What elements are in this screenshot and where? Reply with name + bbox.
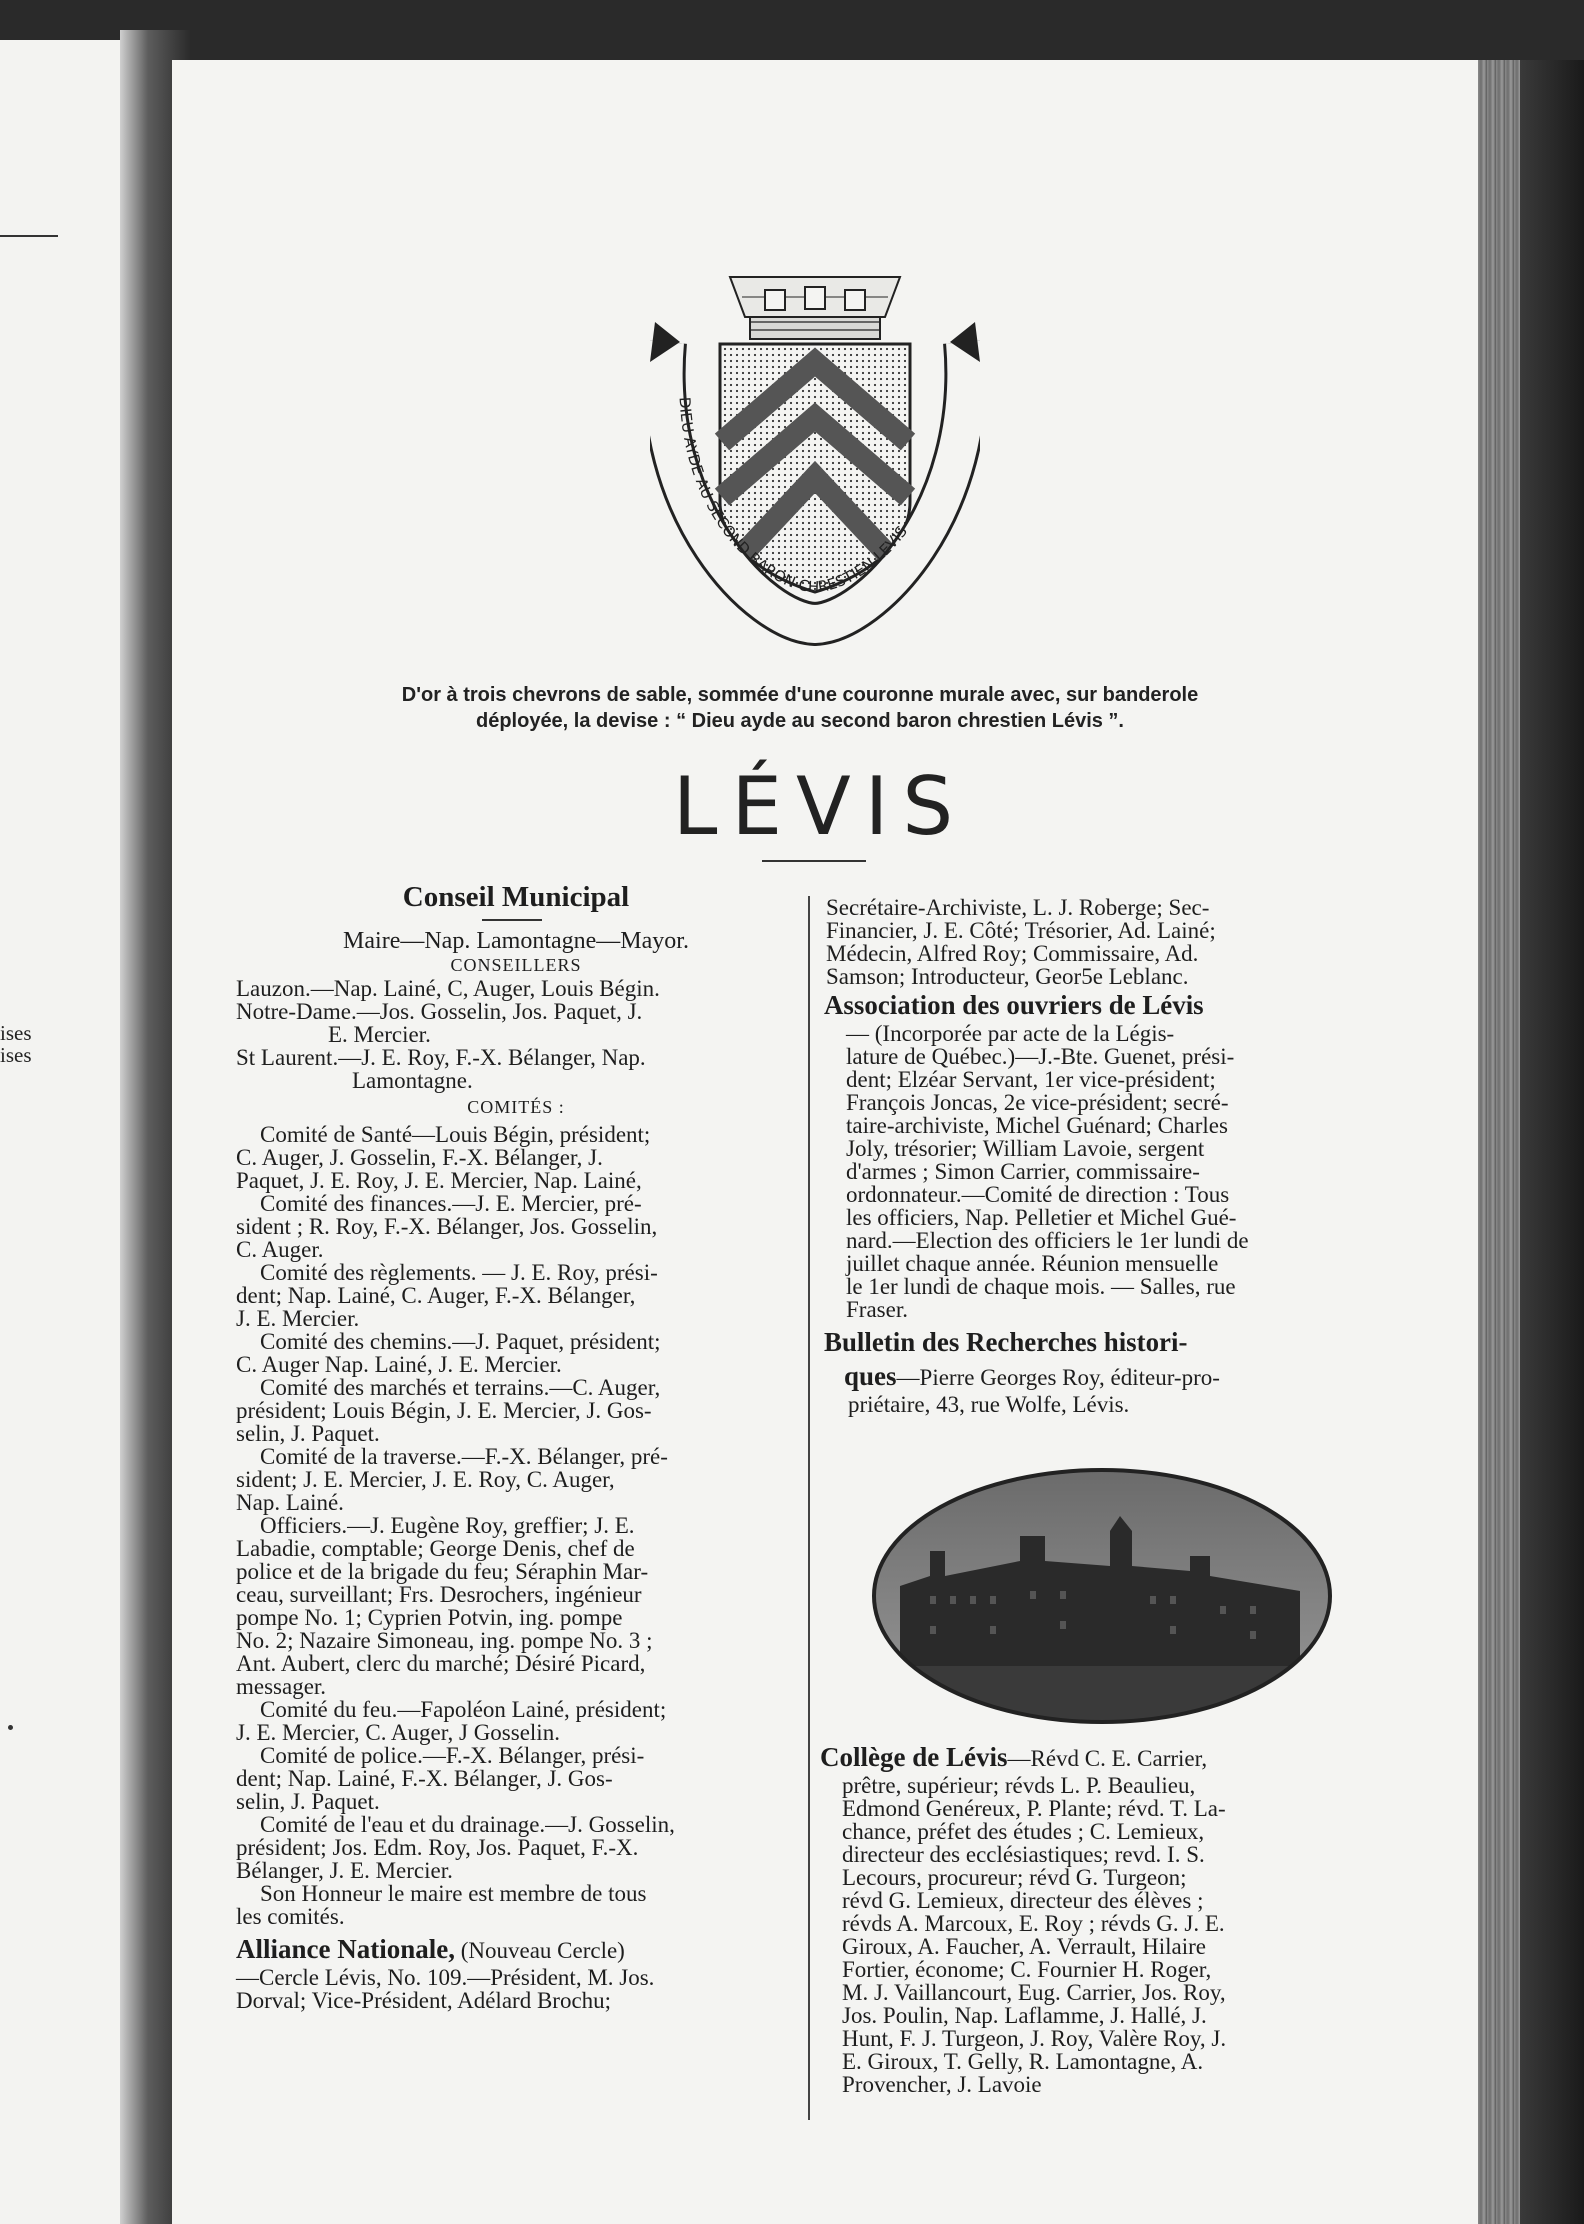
section-heading: Bulletin des Recherches histori- (824, 1327, 1188, 1357)
text-line: chance, préfet des études ; C. Lemieux, (842, 1819, 1205, 1844)
text-line: Comité des finances.—J. E. Mercier, pré- (260, 1191, 642, 1216)
text-line: Joly, trésorier; William Lavoie, sergent (846, 1136, 1205, 1161)
text-line: nard.—Election des officiers le 1er lundi de (846, 1228, 1249, 1253)
section-heading: Association des ouvriers de Lévis (824, 990, 1204, 1020)
text-line: Lauzon.—Nap. Lainé, C, Auger, Louis Bégin. (236, 976, 660, 1001)
college-photograph (870, 1466, 1334, 1726)
text-line: Son Honneur le maire est membre de tous (260, 1881, 647, 1906)
text-line: J. E. Mercier, C. Auger, J Gosselin. (236, 1720, 560, 1745)
text-line: selin, J. Paquet. (236, 1789, 380, 1814)
text-line: Fraser. (846, 1297, 908, 1322)
text-line: St Laurent.—J. E. Roy, F.-X. Bélanger, Nap. (236, 1045, 646, 1070)
subheading: CONSEILLERS (450, 955, 582, 975)
text-line: Comité de police.—F.-X. Bélanger, prési- (260, 1743, 645, 1768)
text-line: dent; Elzéar Servant, 1er vice-président; (846, 1067, 1216, 1092)
text-line: Médecin, Alfred Roy; Commissaire, Ad. (826, 941, 1199, 966)
text-line: ordonnateur.—Comité de direction : Tous (846, 1182, 1230, 1207)
text-line: Paquet, J. E. Roy, J. E. Mercier, Nap. Lainé, (236, 1168, 642, 1193)
text-line: Giroux, A. Faucher, A. Verrault, Hilaire (842, 1934, 1207, 1959)
text-line: lature de Québec.)—J.-Bte. Guenet, prési- (846, 1044, 1235, 1069)
subheading: COMITÉS : (467, 1097, 565, 1117)
text-line: —Cercle Lévis, No. 109.—Président, M. Jos. (236, 1965, 655, 1990)
text-line: taire-archiviste, Michel Guénard; Charles (846, 1113, 1228, 1138)
text-line: Nap. Lainé. (236, 1490, 344, 1515)
text-line: révd G. Lemieux, directeur des élèves ; (842, 1888, 1204, 1913)
page-title: LÉVIS (672, 760, 968, 853)
book-cover-edge (1520, 60, 1584, 2224)
text-line: sident ; R. Roy, F.-X. Bélanger, Jos. Gosselin, (236, 1214, 658, 1239)
text-line: E. Giroux, T. Gelly, R. Lamontagne, A. (842, 2049, 1204, 2074)
text-line: Comité des règlements. — J. E. Roy, prési- (260, 1260, 658, 1285)
alliance-entry (236, 1932, 796, 2012)
text-line: Ant. Aubert, clerc du marché; Désiré Picard, (236, 1651, 646, 1676)
crest-motto: DIEU AYDE AU SECOND BARON CHRESTIEN LEVIS (675, 396, 911, 597)
conseillers-list (236, 977, 796, 1092)
text-line: E. Mercier. (328, 1022, 431, 1047)
text-line: police et de la brigade du feu; Séraphin Mar- (236, 1559, 649, 1584)
text-line: Lecours, procureur; révd G. Turgeon; (842, 1865, 1187, 1890)
column-divider (808, 896, 810, 2120)
section-heading: Collège de Lévis (820, 1742, 1008, 1772)
arms-description: déployée, la devise : “ Dieu ayde au second baron chrestien Lévis ”. (475, 710, 1124, 732)
text-line: Secrétaire-Archiviste, L. J. Roberge; Sec- (826, 895, 1210, 920)
text-line: directeur des ecclésiastiques; revd. I. S. (842, 1842, 1205, 1867)
text-line: C. Auger. (236, 1237, 324, 1262)
text-line: dent; Nap. Lainé, C. Auger, F.-X. Bélanger, (236, 1283, 636, 1308)
text-line: C. Auger, J. Gosselin, F.-X. Bélanger, J. (236, 1145, 603, 1170)
text-line: pompe No. 1; Cyprien Potvin, ing. pompe (236, 1605, 623, 1630)
coat-of-arms-image (650, 262, 980, 662)
text-line: ceau, surveillant; Frs. Desrochers, ingénieur (236, 1582, 642, 1607)
text-line: Lamontagne. (352, 1068, 473, 1093)
college-list (820, 1774, 1390, 2096)
text-line: Comité des marchés et terrains.—C. Auger, (260, 1375, 661, 1400)
text-line: (Nouveau Cercle) (454, 1938, 625, 1963)
text-line: Samson; Introducteur, Geor5e Leblanc. (826, 964, 1189, 989)
text-line: président; Jos. Edm. Roy, Jos. Paquet, F.-X. (236, 1835, 639, 1860)
section-heading: Conseil Municipal (402, 881, 630, 913)
heading-rule (482, 919, 542, 921)
text-line: J. E. Mercier. (236, 1306, 360, 1331)
text-line: Provencher, J. Lavoie (842, 2072, 1042, 2097)
left-page-mark (8, 1725, 13, 1730)
text-line: M. J. Vaillancourt, Eug. Carrier, Jos. Roy, (842, 1980, 1226, 2005)
section-heading: Alliance Nationale, (236, 1934, 455, 1964)
text-line: Comité de la traverse.—F.-X. Bélanger, pré- (260, 1444, 668, 1469)
text-line: révds A. Marcoux, E. Roy ; révds G. J. E. (842, 1911, 1225, 1936)
text-line: les comités. (236, 1904, 345, 1929)
right-column (826, 896, 1386, 1416)
text-line: Fortier, économe; C. Fournier H. Roger, (842, 1957, 1212, 1982)
text-line: juillet chaque année. Réunion mensuelle (846, 1251, 1219, 1276)
text-line: Hunt, F. J. Turgeon, J. Roy, Valère Roy, J. (842, 2026, 1227, 2051)
left-page-text: ises (0, 1021, 32, 1045)
text-line: le 1er lundi de chaque mois. — Salles, rue (846, 1274, 1236, 1299)
text-line: d'armes ; Simon Carrier, commissaire- (846, 1159, 1200, 1184)
text-line: selin, J. Paquet. (236, 1421, 380, 1446)
college-entry (820, 1740, 1390, 2096)
association-list (826, 1022, 1386, 1321)
section-heading: ques (844, 1361, 897, 1391)
text-line: président; Louis Bégin, J. E. Mercier, J. Gos- (236, 1398, 652, 1423)
left-page-fragment (0, 40, 140, 2224)
text-line: François Joncas, 2e vice-président; secré- (846, 1090, 1229, 1115)
text-line: No. 2; Nazaire Simoneau, ing. pompe No. 3 ; (236, 1628, 653, 1653)
arms-description: D'or à trois chevrons de sable, sommée d'une couronne murale avec, sur banderole (401, 684, 1199, 706)
text-line: messager. (236, 1674, 327, 1699)
text-line: Comité du feu.—Fapoléon Lainé, président; (260, 1697, 667, 1722)
text-line: prêtre, supérieur; révds L. P. Beaulieu, (842, 1773, 1196, 1798)
text-line: Officiers.—J. Eugène Roy, greffier; J. E. (260, 1513, 635, 1538)
title-rule (762, 860, 866, 862)
left-page-rule (0, 235, 58, 237)
maire-line: Maire—Nap. Lamontagne—Mayor. (343, 928, 689, 954)
text-line: —Pierre Georges Roy, éditeur-pro- (896, 1365, 1220, 1390)
text-line: Financier, J. E. Côté; Trésorier, Ad. Lainé; (826, 918, 1216, 943)
text-line: C. Auger Nap. Lainé, J. E. Mercier. (236, 1352, 562, 1377)
text-line: Bélanger, J. E. Mercier. (236, 1858, 453, 1883)
text-line: —Révd C. E. Carrier, (1007, 1746, 1208, 1771)
mural-crown-icon (730, 277, 900, 339)
heading-rule-wrap (236, 914, 796, 928)
text-line: Comité de Santé—Louis Bégin, président; (260, 1122, 651, 1147)
comites-list (236, 1123, 796, 1928)
text-line: Edmond Genéreux, P. Plante; révd. T. La- (842, 1796, 1226, 1821)
text-line: Labadie, comptable; George Denis, chef de (236, 1536, 635, 1561)
text-line: sident; J. E. Mercier, J. E. Roy, C. Auger, (236, 1467, 615, 1492)
left-page-text: ises (0, 1043, 32, 1067)
text-line: Dorval; Vice-Président, Adélard Brochu; (236, 1988, 612, 2013)
left-column (236, 880, 796, 2012)
text-line: Comité des chemins.—J. Paquet, président; (260, 1329, 661, 1354)
text-line: Jos. Poulin, Nap. Laflamme, J. Hallé, J. (842, 2003, 1207, 2028)
text-line: Notre-Dame.—Jos. Gosselin, Jos. Paquet, J. (236, 999, 643, 1024)
text-line: priétaire, 43, rue Wolfe, Lévis. (848, 1392, 1130, 1417)
text-line: — (Incorporée par acte de la Légis- (846, 1021, 1175, 1046)
text-line: les officiers, Nap. Pelletier et Michel Gué- (846, 1205, 1237, 1230)
text-line: dent; Nap. Lainé, F.-X. Bélanger, J. Gos- (236, 1766, 613, 1791)
text-line: Comité de l'eau et du drainage.—J. Gosselin, (260, 1812, 675, 1837)
